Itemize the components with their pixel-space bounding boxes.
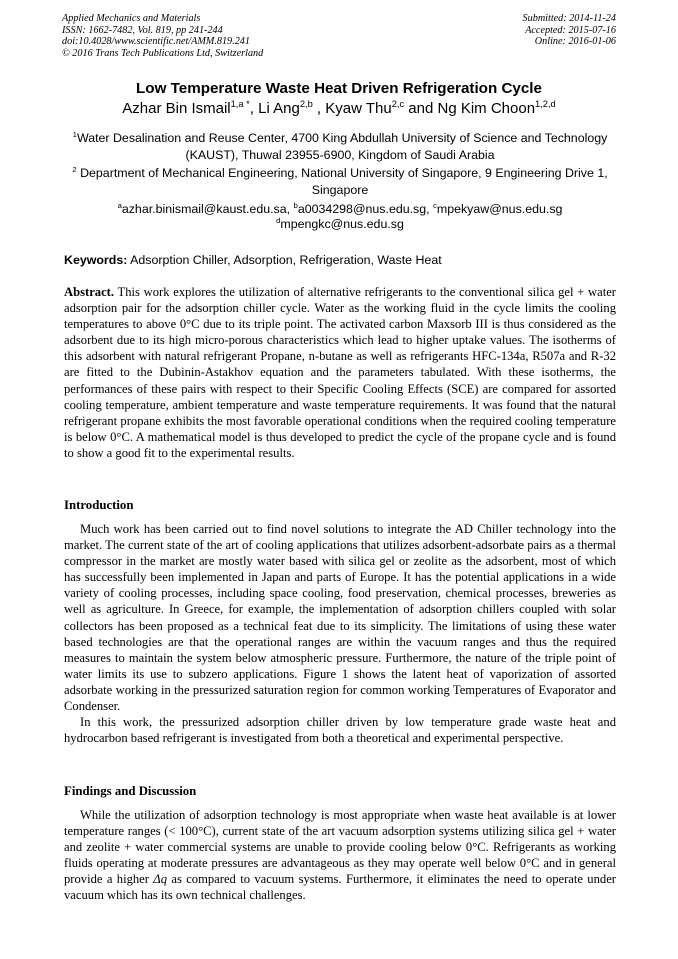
findings-heading: Findings and Discussion bbox=[64, 784, 197, 798]
affiliation-1 bbox=[64, 130, 616, 164]
keywords-label: Keywords: bbox=[64, 253, 128, 267]
author-name: Kyaw Thu bbox=[325, 100, 392, 117]
email-link[interactable]: azhar.binismail@kaust.edu.sa, bbox=[121, 202, 294, 216]
introduction-paragraph: In this work, the pressurized adsorption chiller driven by low temperature grade waste heat and hydrocarbon based refrigerant is investigated from both a theoretical and experimental perspective. bbox=[64, 715, 616, 746]
author-superscript: 1,2,d bbox=[535, 99, 556, 109]
abstract-label: Abstract. bbox=[64, 285, 115, 299]
author-superscript: 1,a * bbox=[230, 99, 250, 109]
author-list bbox=[0, 100, 678, 117]
journal-copyright: © 2016 Trans Tech Publications Ltd, Switzerland bbox=[62, 47, 264, 59]
author-separator: and bbox=[404, 100, 438, 117]
affiliation-2 bbox=[64, 165, 616, 199]
introduction-paragraph: Much work has been carried out to find novel solutions to integrate the AD Chiller technology into the market. The current state of the art of cooling applications that utilizes adsorbent-adsorbate pairs as a thermal compressor in the market are mostly water based with silica gel or zeolite as the adsorbent, most of which has successfully been implemented in Japan and parts of Europe. It has the potential applications in a wide variety of cooling processes, including space cooling, food preservation, chemical processes, breweries as well as agriculture. In Greece, for example, the implementation of adsorption chillers coupled with solar collectors has been proposed as a technical feat due to its simplicity. The limitations of using these water based technologies are that the operational ranges are within the vacuum ranges and thus the required measures to maintain the system below atmospheric pressure. Furthermore, the nature of the triple point of water limits its use to subzero applications. Figure 1 shows the latent heat of vaporization of assorted adsorbate working in the pressurized saturation region for common working Temperatures of Evaporator and Condenser. bbox=[64, 522, 616, 714]
paper-title: Low Temperature Waste Heat Driven Refrigeration Cycle bbox=[136, 80, 542, 97]
findings-paragraph bbox=[64, 807, 616, 904]
accepted-date: Accepted: 2015-07-16 bbox=[525, 24, 616, 36]
keywords-text: Adsorption Chiller, Adsorption, Refrigeration, Waste Heat bbox=[130, 253, 442, 267]
author-separator: , bbox=[249, 100, 259, 117]
email-superscript: d bbox=[276, 215, 281, 225]
abstract bbox=[64, 284, 616, 461]
author-name: Li Ang bbox=[258, 100, 300, 117]
author-emails bbox=[64, 202, 616, 232]
email-link[interactable]: mpekyaw@nus.edu.sg bbox=[436, 202, 563, 216]
email-superscript: c bbox=[433, 200, 437, 210]
author-name: Azhar Bin Ismail bbox=[122, 100, 231, 117]
introduction-body bbox=[64, 521, 616, 746]
abstract-text: This work explores the utilization of alternative refrigerants to the conventional silica gel + water adsorption pair for the adsorption chiller cycle. Water as the working fluid in the cycle limits the cooling temperatures to above 0°C due to its triple point. The activated carbon Maxsorb III is thus considered as the adsorbent due to its high micro-porous characteristics which lead to higher uptake values. The isotherms of this adsorbent with natural refrigerant Propane, n-butane as well as refrigerants HFC-134a, R507a and R-32 are fitted to the Dubinin-Astakhov equation and the parameters tabulated. With these isotherms, the performances of these pairs with respect to their Specific Cooling Effects (SCE) are compared for assorted cooling temperature, ambient temperature and waste temperature requirements. It was found that the natural refrigerant propane exhibits the most favorable operational conditions when the required cooling temperature is below 0°C. A mathematical model is thus developed to predict the cycle of the propane cycle and is found to show a good fit to the experimental results. bbox=[64, 285, 616, 460]
online-date: Online: 2016-01-06 bbox=[534, 36, 616, 48]
email-superscript: b bbox=[293, 200, 298, 210]
submitted-date: Submitted: 2014-11-24 bbox=[522, 13, 616, 24]
affiliation-text: Water Desalination and Reuse Center, 4700 King Abdullah University of Science and Technology (KAUST), Thuwal 23955-6900, Kingdom of Saudi Arabia bbox=[76, 131, 608, 162]
author-separator: , bbox=[312, 100, 326, 117]
journal-issn: ISSN: 1662-7482, Vol. 819, pp 241-244 bbox=[62, 24, 223, 36]
keywords bbox=[64, 253, 616, 267]
email-line bbox=[64, 202, 616, 217]
affiliation-text: Department of Mechanical Engineering, National University of Singapore, 9 Engineering Drive 1, Singapore bbox=[80, 166, 608, 197]
findings-text: as compared to vacuum systems. Furthermore, it eliminates the need to operate under vacuum which has its own technical challenges. bbox=[64, 872, 616, 903]
email-link[interactable]: mpengkc@nus.edu.sg bbox=[280, 217, 404, 231]
findings-text: While the utilization of adsorption technology is most appropriate when waste heat available is at lower temperature ranges (< 100°C), current state of the art vacuum adsorption systems utilizing silica gel + water and zeolite + water commercial systems are unable to provide cooling below 0°C. Refrigerants as working fluids operating at moderate pressures are advantageous as they may operate well below 0°C and in general provide a higher bbox=[64, 808, 616, 887]
journal-header-left bbox=[62, 13, 263, 59]
affiliation-superscript: 1 bbox=[72, 129, 77, 139]
delta-q-symbol: Δq bbox=[153, 872, 167, 887]
email-superscript: a bbox=[117, 200, 122, 210]
introduction-heading: Introduction bbox=[64, 498, 134, 512]
journal-doi: doi:10.4028/www.scientific.net/AMM.819.241 bbox=[62, 36, 250, 48]
findings-body bbox=[64, 807, 616, 904]
journal-name: Applied Mechanics and Materials bbox=[62, 13, 201, 24]
author-name: Ng Kim Choon bbox=[437, 100, 536, 117]
author-superscript: 2,b bbox=[299, 99, 313, 109]
journal-header-right bbox=[523, 13, 616, 48]
author-superscript: 2,c bbox=[391, 99, 405, 109]
email-link[interactable]: a0034298@nus.edu.sg, bbox=[297, 202, 434, 216]
affiliation-superscript: 2 bbox=[72, 164, 77, 174]
email-line bbox=[64, 217, 616, 232]
